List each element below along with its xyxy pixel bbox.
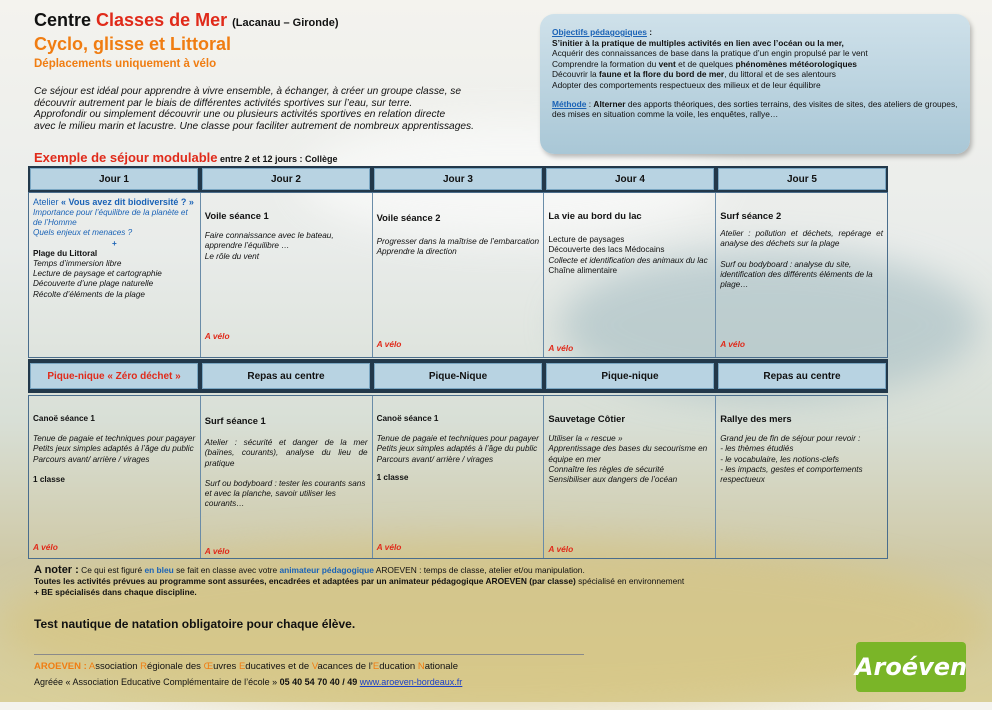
text: « Vous avez dit biodiversité ? » (61, 197, 194, 207)
text: Découvrir la (552, 69, 600, 80)
note-section (34, 565, 974, 598)
morning-row (28, 192, 888, 358)
lunch-cell: Pique-nique « Zéro déchet » (30, 363, 198, 389)
text: Surf ou bodyboard : analyse du site, identification des différents éléments de la plage… (720, 259, 873, 290)
text: Découverte d’une plage naturelle (33, 279, 154, 289)
text: Ce qui est figuré (78, 565, 145, 575)
objective-line (552, 59, 967, 70)
footer-contact (34, 677, 462, 687)
class-count: 1 classe (376, 472, 409, 482)
note-label: A noter : (34, 564, 79, 576)
org-acronym: AROEVEN : (34, 661, 87, 672)
activity-title: Canoë séance 1 (33, 414, 95, 423)
objective-line (552, 69, 967, 80)
intro-line: découvrir autrement par le biais de différentes activités sportives sur l’eau, sur terre. (34, 97, 413, 109)
bike-note: A vélo (376, 542, 402, 552)
activity-title: Surf séance 1 (204, 415, 266, 426)
text: - le vocabulaire, les notions-clefs (720, 454, 839, 464)
intro-paragraph (34, 86, 534, 132)
text: Tenue de pagaie et techniques pour pagayer (376, 434, 539, 444)
text: Récolte d’éléments de la plage (33, 289, 145, 299)
text: + BE spécialisés dans chaque discipline. (34, 587, 197, 597)
text: Lecture de paysages (548, 235, 625, 245)
text: E (238, 661, 246, 672)
text: Grand jeu de fin de séjour pour revoir : (720, 434, 861, 444)
aroeven-logo (856, 642, 966, 692)
text: Atelier (33, 197, 62, 207)
activity-title: Canoë séance 1 (376, 414, 439, 423)
text: phénomènes météorologiques (735, 58, 857, 69)
text: Temps d’immersion libre (33, 259, 122, 269)
text: Progresser dans la maîtrise de l’embarcation (376, 237, 540, 247)
text: - les thèmes étudiés (720, 444, 794, 454)
day-header: Jour 1 (30, 168, 198, 190)
page-title (34, 10, 338, 31)
subtitle: Cyclo, glisse et Littoral (34, 34, 232, 54)
day-header: Jour 5 (718, 168, 886, 190)
text: ducatives et de (245, 661, 312, 672)
text: faune et la flore du bord de mer (599, 69, 725, 80)
text: - les impacts, gestes et comportements respectueux (720, 464, 863, 485)
text: ationale (424, 661, 458, 672)
text: Lecture de paysage et cartographie (33, 269, 162, 279)
objectives-heading: Objectifs pédagogiques (552, 27, 647, 37)
morning-cell-day3 (373, 193, 545, 357)
day-header: Jour 3 (374, 168, 542, 190)
afternoon-cell-day2 (201, 396, 373, 558)
activity-title: Voile séance 2 (376, 212, 441, 223)
objectives-text (552, 27, 967, 120)
objectives-colon: : (646, 27, 653, 37)
text: E (372, 661, 380, 672)
bike-note: A vélo (204, 331, 230, 341)
activity-title: La vie au bord du lac (548, 210, 642, 221)
subtitle-travel: Déplacements uniquement à vélo (34, 58, 217, 70)
text: , du littoral et de ses alentours (724, 69, 836, 80)
text: : (586, 98, 594, 109)
text: Atelier : sécurité et danger de la mer (baïnes, courants), analyse du lieu de pratique (204, 438, 368, 468)
text: Œ (203, 661, 214, 672)
morning-cell-day1 (29, 193, 201, 357)
text: Quels enjeux et menaces ? (33, 228, 133, 238)
text: Chaîne alimentaire (548, 265, 618, 275)
text: Parcours avant/ arrière / virages (376, 454, 494, 464)
day-header: Jour 2 (202, 168, 370, 190)
text: Collecte et identification des animaux du lac (548, 255, 708, 265)
intro-line: Ce séjour est idéal pour apprendre à vivre ensemble, à échanger, à créer un groupe classe, se (34, 86, 461, 97)
activity-title: Sauvetage Côtier (548, 413, 625, 424)
text: Importance pour l’équilibre de la planète et de l’Homme (33, 208, 188, 228)
text: Connaître les règles de sécurité (548, 464, 664, 474)
text: V (311, 661, 318, 672)
lunch-cell: Repas au centre (202, 363, 370, 389)
activity-title: Rallye des mers (720, 413, 792, 424)
objective-line: Adopter des comportements respectueux des milieux et de leur équilibre (552, 79, 821, 90)
text: Petits jeux simples adaptés à l’âge du public (33, 444, 194, 454)
lunch-cell: Pique-nique (546, 363, 714, 389)
morning-cell-day4 (544, 193, 716, 357)
example-subtitle: entre 2 et 12 jours : Collège (217, 154, 338, 164)
text: spécialisé en environnement (575, 576, 685, 586)
text: N (417, 661, 425, 672)
morning-cell-day2 (201, 193, 373, 357)
text: Comprendre la formation du (552, 58, 659, 69)
bike-note: A vélo (720, 339, 746, 349)
text: animateur pédagogique (279, 565, 374, 575)
day-header: Jour 4 (546, 168, 714, 190)
afternoon-cell-day5 (716, 396, 887, 558)
text: en bleu (144, 565, 174, 575)
text: Apprentissage des bases du secourisme en équipe en mer (548, 444, 708, 464)
bike-note: A vélo (33, 542, 58, 552)
objective-line: Acquérir des connaissances de base dans la pratique d’un engin propulsé par le vent (552, 48, 868, 59)
intro-line: avec le milieu marin et lacustre. Une classe pour faciliter autrement de nombreux apprentissages. (34, 120, 474, 132)
example-title-text: Exemple de séjour modulable (34, 150, 218, 165)
text: Le rôle du vent (204, 251, 259, 261)
title-red: Classes de Mer (96, 10, 228, 30)
title-prefix: Centre (34, 10, 92, 30)
divider (34, 654, 584, 655)
logo-text: Aroéven (854, 653, 968, 681)
text: Faire connaissance avec le bateau, apprendre l’équilibre … (204, 231, 334, 251)
text: Apprendre la direction (376, 247, 457, 257)
lunch-cell: Pique-Nique (374, 363, 542, 389)
footer-org (34, 661, 458, 672)
text: Surf ou bodyboard : tester les courants sans et avec la planche, savoir utiliser les courants… (204, 478, 366, 509)
text: Atelier : pollution et déchets, repérage et analyse des déchets sur la plage (720, 229, 883, 249)
example-title (34, 150, 338, 165)
intro-line: Approfondir ou simplement découvrir une ou plusieurs activités sportives en relation directe (34, 109, 446, 121)
text: AROEVEN : temps de classe, atelier et/ou manipulation. (373, 565, 585, 575)
afternoon-cell-day3 (373, 396, 545, 558)
text: Utiliser la « rescue » (548, 434, 623, 444)
text: R (140, 661, 148, 672)
lunch-row (28, 359, 888, 393)
text: Découverte des lacs Médocains (548, 245, 665, 255)
day-header-row (28, 166, 888, 192)
class-count: 1 classe (33, 474, 65, 484)
text: uvres (213, 661, 239, 672)
afternoon-row (28, 395, 888, 559)
afternoon-cell-day1 (29, 396, 201, 558)
activity-title: Surf séance 2 (720, 210, 782, 221)
text: Agréée « Association Educative Complémentaire de l’école » (34, 677, 280, 687)
title-location: (Lacanau – Gironde) (232, 17, 339, 29)
text: acances de l’ (317, 661, 373, 672)
text: Sensibiliser aux dangers de l’océan (548, 475, 678, 485)
text: Petits jeux simples adaptés à l’âge du public (376, 444, 538, 454)
bike-note: A vélo (548, 343, 574, 353)
swim-test-note: Test nautique de natation obligatoire pour chaque élève. (34, 617, 356, 631)
text: Parcours avant/ arrière / virages (33, 454, 150, 464)
text: Tenue de pagaie et techniques pour pagayer (33, 434, 196, 444)
text: Alterner (593, 98, 626, 109)
phone-number: 05 40 54 70 40 / 49 (279, 677, 358, 687)
bike-note: A vélo (376, 339, 402, 349)
text: égionale des (147, 661, 204, 672)
method-heading: Méthode (552, 98, 587, 109)
bike-note: A vélo (548, 544, 574, 554)
method-line (552, 99, 967, 120)
text: des apports théoriques, des sorties terrains, des visites de sites, des ateliers de groupes, des mises en situation comme la voile, les enquêtes, rallye… (552, 98, 958, 120)
website-link[interactable]: www.aroeven-bordeaux.fr (359, 677, 463, 687)
text: Plage du Littoral (33, 248, 98, 258)
morning-cell-day5 (716, 193, 887, 357)
lunch-cell: Repas au centre (718, 363, 886, 389)
bike-note: A vélo (204, 546, 230, 556)
objective-line: S’initier à la pratique de multiples activités en lien avec l’océan ou la mer, (552, 37, 844, 48)
text: Toutes les activités prévues au programme sont assurées, encadrées et adaptées par un animateur pédagogique AROEVEN (par classe) (34, 576, 576, 586)
text: se fait en classe avec votre (173, 565, 280, 575)
text: ducation (379, 661, 418, 672)
text: A (88, 661, 96, 672)
text: vent (658, 58, 676, 69)
plus-sign: + (112, 238, 117, 248)
activity-title: Voile séance 1 (204, 210, 269, 221)
text: ssociation (95, 661, 141, 672)
text: et de quelques (675, 58, 736, 69)
afternoon-cell-day4 (544, 396, 716, 558)
